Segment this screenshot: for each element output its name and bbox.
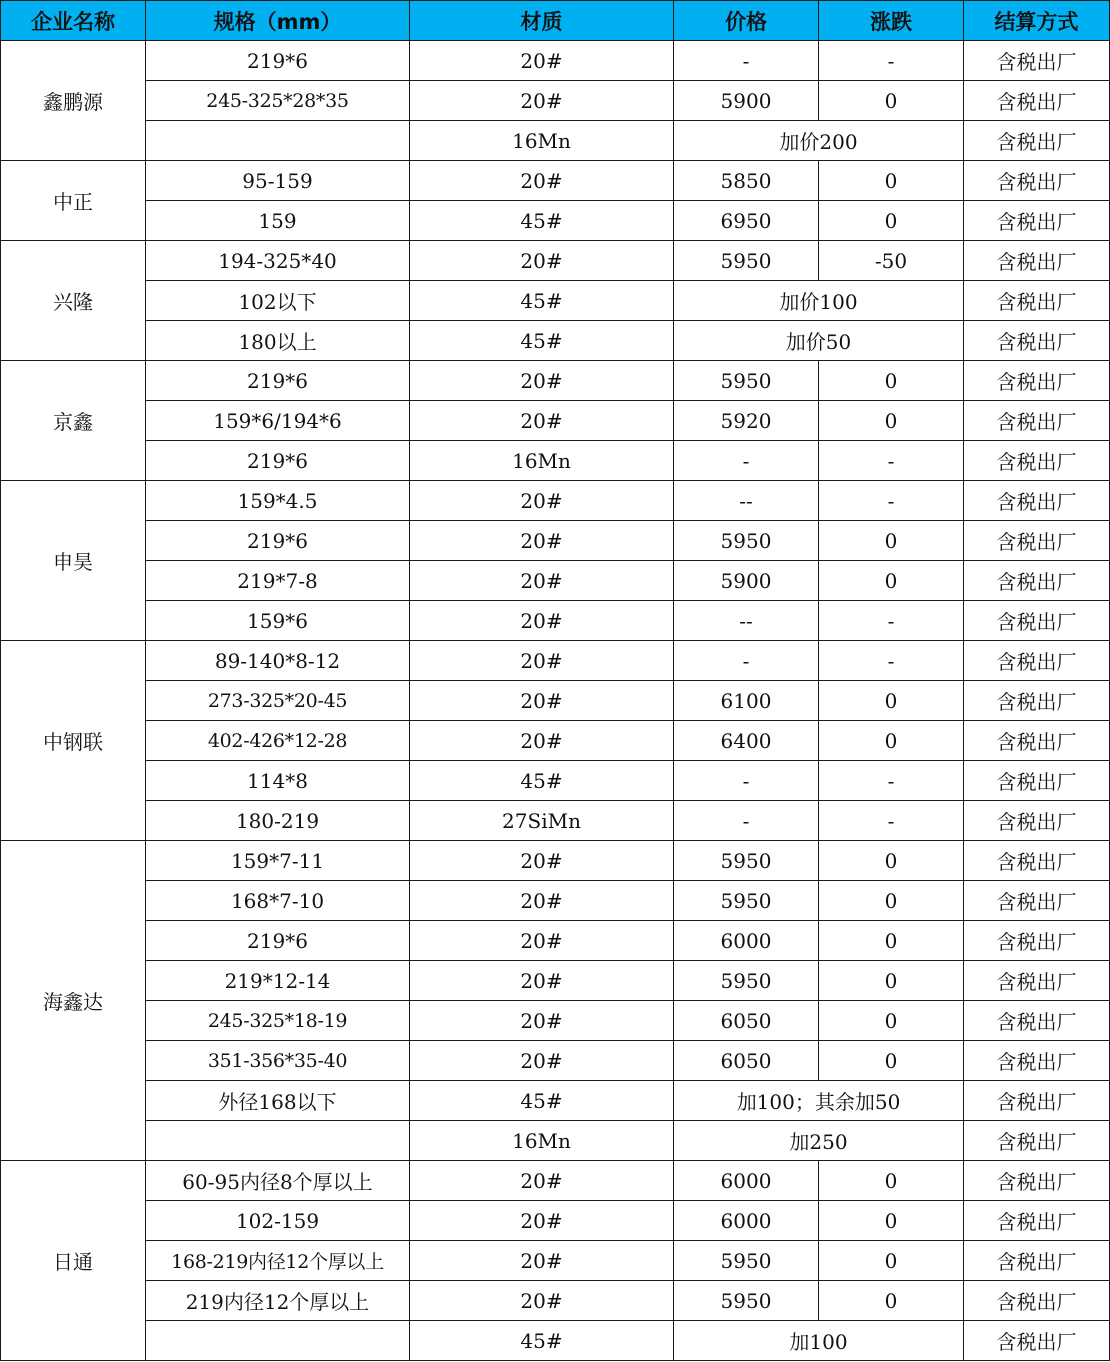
company-name-cell: 申昊 [1, 481, 146, 641]
price-note-cell: 加价100 [674, 281, 964, 321]
spec-cell: 194-325*40 [146, 241, 410, 281]
price-cell: - [674, 761, 819, 801]
spec-cell: 159*6/194*6 [146, 401, 410, 441]
material-cell: 20# [410, 401, 674, 441]
table-row [1, 761, 1110, 801]
material-cell: 20# [410, 41, 674, 81]
material-cell: 16Mn [410, 441, 674, 481]
header-material: 材质 [410, 1, 674, 41]
price-note-cell: 加价200 [674, 121, 964, 161]
settlement-cell: 含税出厂 [964, 241, 1110, 281]
price-cell: 6000 [674, 1201, 819, 1241]
change-cell: 0 [819, 1241, 964, 1281]
change-cell: - [819, 801, 964, 841]
table-row [1, 1041, 1110, 1081]
material-cell: 45# [410, 281, 674, 321]
settlement-cell: 含税出厂 [964, 161, 1110, 201]
settlement-cell: 含税出厂 [964, 1081, 1110, 1121]
material-cell: 20# [410, 161, 674, 201]
table-row [1, 281, 1110, 321]
table-row [1, 441, 1110, 481]
material-cell: 20# [410, 1201, 674, 1241]
spec-cell: 95-159 [146, 161, 410, 201]
change-cell: 0 [819, 921, 964, 961]
company-name-cell: 中正 [1, 161, 146, 241]
settlement-cell: 含税出厂 [964, 361, 1110, 401]
price-note-cell: 加价50 [674, 321, 964, 361]
spec-cell: 245-325*18-19 [146, 1001, 410, 1041]
price-cell: - [674, 641, 819, 681]
price-cell: 5950 [674, 961, 819, 1001]
price-cell: 6050 [674, 1041, 819, 1081]
settlement-cell: 含税出厂 [964, 481, 1110, 521]
spec-cell: 159 [146, 201, 410, 241]
company-name-cell: 京鑫 [1, 361, 146, 481]
price-note-cell: 加250 [674, 1121, 964, 1161]
spec-cell: 102以下 [146, 281, 410, 321]
settlement-cell: 含税出厂 [964, 1001, 1110, 1041]
company-name-cell: 日通 [1, 1161, 146, 1361]
table-row [1, 601, 1110, 641]
table-body [1, 41, 1110, 1361]
table-row [1, 801, 1110, 841]
material-cell: 45# [410, 201, 674, 241]
header-spec: 规格（mm） [146, 1, 410, 41]
price-cell: -- [674, 481, 819, 521]
price-cell: 6000 [674, 1161, 819, 1201]
settlement-cell: 含税出厂 [964, 841, 1110, 881]
spec-cell: 245-325*28*35 [146, 81, 410, 121]
settlement-cell: 含税出厂 [964, 921, 1110, 961]
table-row [1, 81, 1110, 121]
company-name-cell: 海鑫达 [1, 841, 146, 1161]
price-note-cell: 加100；其余加50 [674, 1081, 964, 1121]
price-cell: 5900 [674, 81, 819, 121]
table-row [1, 961, 1110, 1001]
change-cell: - [819, 441, 964, 481]
spec-cell: 219*6 [146, 361, 410, 401]
price-cell: 5950 [674, 841, 819, 881]
settlement-cell: 含税出厂 [964, 681, 1110, 721]
change-cell: 0 [819, 1041, 964, 1081]
settlement-cell: 含税出厂 [964, 721, 1110, 761]
material-cell: 45# [410, 1321, 674, 1361]
material-cell: 20# [410, 241, 674, 281]
price-cell: - [674, 441, 819, 481]
header-company: 企业名称 [1, 1, 146, 41]
settlement-cell: 含税出厂 [964, 201, 1110, 241]
price-note-cell: 加100 [674, 1321, 964, 1361]
table-row [1, 1001, 1110, 1041]
material-cell: 45# [410, 761, 674, 801]
price-cell: 5950 [674, 241, 819, 281]
spec-cell: 外径168以下 [146, 1081, 410, 1121]
table-row [1, 641, 1110, 681]
table-row [1, 401, 1110, 441]
spec-cell: 219*6 [146, 521, 410, 561]
change-cell: 0 [819, 841, 964, 881]
change-cell: 0 [819, 401, 964, 441]
table-row [1, 721, 1110, 761]
material-cell: 20# [410, 521, 674, 561]
settlement-cell: 含税出厂 [964, 401, 1110, 441]
material-cell: 20# [410, 81, 674, 121]
material-cell: 20# [410, 921, 674, 961]
spec-cell: 168*7-10 [146, 881, 410, 921]
change-cell: 0 [819, 881, 964, 921]
table-row [1, 561, 1110, 601]
header-settlement: 结算方式 [964, 1, 1110, 41]
change-cell: 0 [819, 161, 964, 201]
table-row [1, 681, 1110, 721]
material-cell: 20# [410, 1241, 674, 1281]
change-cell: - [819, 601, 964, 641]
material-cell: 45# [410, 321, 674, 361]
settlement-cell: 含税出厂 [964, 1281, 1110, 1321]
table-row [1, 521, 1110, 561]
spec-cell: 351-356*35-40 [146, 1041, 410, 1081]
table-row [1, 1321, 1110, 1361]
change-cell: 0 [819, 1161, 964, 1201]
material-cell: 20# [410, 681, 674, 721]
change-cell: 0 [819, 561, 964, 601]
table-row [1, 1201, 1110, 1241]
table-row [1, 881, 1110, 921]
price-cell: 5950 [674, 361, 819, 401]
price-cell: 6050 [674, 1001, 819, 1041]
company-name-cell: 兴隆 [1, 241, 146, 361]
table-row [1, 841, 1110, 881]
settlement-cell: 含税出厂 [964, 321, 1110, 361]
settlement-cell: 含税出厂 [964, 1041, 1110, 1081]
price-cell: - [674, 41, 819, 81]
spec-cell [146, 1321, 410, 1361]
material-cell: 20# [410, 601, 674, 641]
spec-cell: 273-325*20-45 [146, 681, 410, 721]
change-cell: - [819, 41, 964, 81]
settlement-cell: 含税出厂 [964, 1121, 1110, 1161]
material-cell: 20# [410, 721, 674, 761]
spec-cell: 219内径12个厚以上 [146, 1281, 410, 1321]
table-row [1, 1161, 1110, 1201]
spec-cell: 219*7-8 [146, 561, 410, 601]
material-cell: 16Mn [410, 121, 674, 161]
material-cell: 20# [410, 1161, 674, 1201]
table-row [1, 1281, 1110, 1321]
settlement-cell: 含税出厂 [964, 81, 1110, 121]
material-cell: 20# [410, 1001, 674, 1041]
spec-cell [146, 1121, 410, 1161]
price-cell: 6950 [674, 201, 819, 241]
spec-cell: 180以上 [146, 321, 410, 361]
settlement-cell: 含税出厂 [964, 761, 1110, 801]
settlement-cell: 含税出厂 [964, 121, 1110, 161]
settlement-cell: 含税出厂 [964, 1161, 1110, 1201]
spec-cell: 60-95内径8个厚以上 [146, 1161, 410, 1201]
price-cell: 6400 [674, 721, 819, 761]
header-price: 价格 [674, 1, 819, 41]
settlement-cell: 含税出厂 [964, 641, 1110, 681]
settlement-cell: 含税出厂 [964, 961, 1110, 1001]
table-row [1, 1241, 1110, 1281]
spec-cell: 159*4.5 [146, 481, 410, 521]
material-cell: 20# [410, 881, 674, 921]
change-cell: 0 [819, 81, 964, 121]
table-row [1, 121, 1110, 161]
spec-cell: 219*6 [146, 921, 410, 961]
price-cell: -- [674, 601, 819, 641]
settlement-cell: 含税出厂 [964, 1241, 1110, 1281]
settlement-cell: 含税出厂 [964, 1321, 1110, 1361]
table-row [1, 1121, 1110, 1161]
change-cell: 0 [819, 201, 964, 241]
spec-cell: 89-140*8-12 [146, 641, 410, 681]
price-cell: 5920 [674, 401, 819, 441]
price-cell: 5950 [674, 521, 819, 561]
spec-cell: 159*7-11 [146, 841, 410, 881]
table-row [1, 41, 1110, 81]
change-cell: 0 [819, 961, 964, 1001]
table-row [1, 921, 1110, 961]
spec-cell: 180-219 [146, 801, 410, 841]
material-cell: 20# [410, 1281, 674, 1321]
price-cell: 5850 [674, 161, 819, 201]
material-cell: 45# [410, 1081, 674, 1121]
change-cell: 0 [819, 721, 964, 761]
settlement-cell: 含税出厂 [964, 561, 1110, 601]
material-cell: 16Mn [410, 1121, 674, 1161]
settlement-cell: 含税出厂 [964, 881, 1110, 921]
change-cell: - [819, 641, 964, 681]
price-cell: 6100 [674, 681, 819, 721]
change-cell: 0 [819, 1281, 964, 1321]
material-cell: 20# [410, 961, 674, 1001]
table-row [1, 1081, 1110, 1121]
spec-cell: 219*12-14 [146, 961, 410, 1001]
company-name-cell: 中钢联 [1, 641, 146, 841]
spec-cell: 168-219内径12个厚以上 [146, 1241, 410, 1281]
change-cell: 0 [819, 1201, 964, 1241]
price-cell: - [674, 801, 819, 841]
change-cell: 0 [819, 521, 964, 561]
table-row [1, 161, 1110, 201]
material-cell: 20# [410, 641, 674, 681]
company-name-cell: 鑫鹏源 [1, 41, 146, 161]
material-cell: 20# [410, 361, 674, 401]
settlement-cell: 含税出厂 [964, 1201, 1110, 1241]
material-cell: 20# [410, 561, 674, 601]
spec-cell: 219*6 [146, 41, 410, 81]
header-row [1, 1, 1110, 41]
table-row [1, 481, 1110, 521]
material-cell: 27SiMn [410, 801, 674, 841]
table-row [1, 321, 1110, 361]
price-cell: 5900 [674, 561, 819, 601]
spec-cell: 102-159 [146, 1201, 410, 1241]
change-cell: 0 [819, 681, 964, 721]
material-cell: 20# [410, 1041, 674, 1081]
change-cell: -50 [819, 241, 964, 281]
settlement-cell: 含税出厂 [964, 801, 1110, 841]
table-row [1, 241, 1110, 281]
price-cell: 5950 [674, 1241, 819, 1281]
change-cell: 0 [819, 361, 964, 401]
material-cell: 20# [410, 481, 674, 521]
spec-cell: 219*6 [146, 441, 410, 481]
change-cell: - [819, 761, 964, 801]
material-cell: 20# [410, 841, 674, 881]
header-change: 涨跌 [819, 1, 964, 41]
settlement-cell: 含税出厂 [964, 521, 1110, 561]
settlement-cell: 含税出厂 [964, 441, 1110, 481]
spec-cell: 402-426*12-28 [146, 721, 410, 761]
settlement-cell: 含税出厂 [964, 41, 1110, 81]
settlement-cell: 含税出厂 [964, 281, 1110, 321]
settlement-cell: 含税出厂 [964, 601, 1110, 641]
price-cell: 5950 [674, 881, 819, 921]
table-row [1, 361, 1110, 401]
spec-cell [146, 121, 410, 161]
change-cell: 0 [819, 1001, 964, 1041]
change-cell: - [819, 481, 964, 521]
spec-cell: 159*6 [146, 601, 410, 641]
price-cell: 6000 [674, 921, 819, 961]
spec-cell: 114*8 [146, 761, 410, 801]
table-row [1, 201, 1110, 241]
price-cell: 5950 [674, 1281, 819, 1321]
